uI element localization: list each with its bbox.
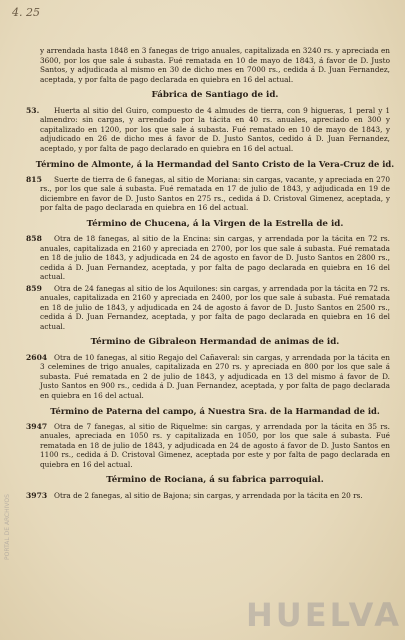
entry-number: 53. [26, 105, 40, 115]
section-heading: Término de Chucena, á la Virgen de la Estrella de id. [86, 218, 344, 229]
entry-number: 858 [26, 234, 42, 243]
section-gibraleon [26, 337, 390, 400]
side-watermark: PORTAL DE ARCHIVOS [4, 494, 11, 560]
entry-number: 3973 [26, 490, 48, 500]
entry-text: Suerte de tierra de 6 fanegas, al sitio de Moriana: sin cargas, vacante, y apreciada en 270 rs., por los que sale á subasta. Fué rematada en 17 de julio de 1843, y adjudicada en 19 de diciembre en favor de D. Justo Santos en 275 rs., cedida á D. Cristoval Gimenez, aceptada, y por falta de pago declarada en quiebra en 16 del actual. [40, 174, 390, 212]
section-heading: Fábrica de Santiago de id. [151, 90, 279, 100]
entry-53 [26, 105, 390, 154]
entry-number: 3947 [26, 421, 48, 431]
entry-text: Otra de 10 fanegas, al sitio Regajo del Cañaveral: sin cargas, y arrendada por la tácita en 3 celemines de trigo anuales, capitalizada en 270 rs. y apreciada en 800 por los que sale á subasta. Fué rematada en 2 de julio de 1843, y adjudicada en 13 del mismo á favor de D. Justo Santos en 900 rs., cedida á D. Juan Fernandez, aceptada, y por falta de pago declarada en quiebra en 16 del actual. [40, 352, 390, 400]
section-santiago [26, 90, 390, 153]
handwritten-page-note: 4. 25 [12, 6, 40, 19]
entry-3973 [26, 490, 390, 501]
entry-text: Huerta al sitio del Guiro, compuesto de 4 almudes de tierra, con 9 higueras, 1 peral y 1 almendro: sin cargas, y arrendado por la tácita en 40 rs. anuales, apreciado en 300 y capitalizado en 1200, por los que sale á subasta. Fué rematado en 10 de mayo de 1843, y adjudicado en 26 de dicho mes á favor de D. Justo Santos, cedido á D. Juan Fernandez, aceptado, y por falta de pago declarado en quiebra en 16 del actual. [40, 105, 390, 153]
entry-text: Otra de 7 fanegas, al sitio de Riquelme: sin cargas, y arrendada por la tácita en 35 rs. anuales, apreciada en 1050 rs. y capitalizada en 1050, por los que sale á subasta. Fué rematada en 18 de julio de 1843, y adjudicada en 24 de agosto á favor de D. Justo Santos en 1100 rs., cedida á D. Cristoval Gimenez, aceptada por este y por falta de pago declarada en quiebra en 16 del actual. [40, 421, 390, 469]
entry-number: 859 [26, 283, 42, 293]
entry-859 [26, 283, 390, 332]
section-heading: Término de Gibraleon Hermandad de animas de id. [90, 337, 340, 347]
entry-815 [26, 174, 390, 213]
section-heading: Término de Rociana, á su fabrica parroquial. [106, 475, 324, 485]
section-heading: Término de Almonte, á la Hermandad del Santo Cristo de la Vera-Cruz de id. [35, 159, 395, 169]
document-body [26, 46, 395, 502]
entry-text: Otra de 2 fanegas, al sitio de Bajona; sin cargas, y arrendada por la tácita en 20 rs. [54, 490, 363, 500]
intro-paragraph: y arrendada hasta 1848 en 3 fanegas de trigo anuales, capitalizada en 3240 rs. y apreciada en 3600, por los que sale á subasta. Fué rematada en 10 de mayo de 1843, á favor de D. Justo Santos, y adjudicada al mismo en 30 de dicho mes en 7000 rs., cedida á D. Juan Fernandez, aceptada, y por falta de pago declarada en quiebra en 16 del actual. [40, 46, 390, 84]
entry-858 [26, 234, 390, 282]
section-heading: Término de Paterna del campo, á Nuestra Sra. de la Harmandad de id. [50, 406, 380, 416]
entry-text: Otra de 24 fanegas al sitio de los Aquilones: sin cargas, y arrendada por la tácita en 72 rs. anuales, capitalizada en 2160 y apreciada en 2400, por los que sale á subasta. Fué rematada en 18 de julio de 1843, y adjudicada en 24 de agosto á favor de D. Justo Santos en 2500 rs., cedida á D. Juan Fernandez, aceptada, y por falta de pago declarada en quiebra en 16 del actual. [40, 283, 390, 331]
entry-3947 [26, 421, 390, 470]
section-almonte [26, 159, 395, 213]
entry-text: Otra de 18 fanegas, al sitio de la Encina: sin cargas, y arrendada por la tácita en 72 rs. anuales, capitalizada en 2160 y apreciada en 2700, por los que sale á subasta. Fué rematada en 18 de julio de 1843, y adjudicada en 24 de agosto en favor de D. Justo Santos en 2800 rs., cedida á D. Juan Fernandez, aceptada, y por falta de pago declarada en quiebra en 16 del actual. [40, 234, 390, 281]
entry-2604 [26, 352, 390, 401]
entry-number: 815 [26, 174, 42, 184]
section-paterna [26, 406, 390, 469]
section-chucena [26, 218, 390, 332]
section-rociana [26, 475, 390, 500]
huelva-watermark: HUELVA [246, 596, 402, 634]
entry-number: 2604 [26, 352, 48, 362]
